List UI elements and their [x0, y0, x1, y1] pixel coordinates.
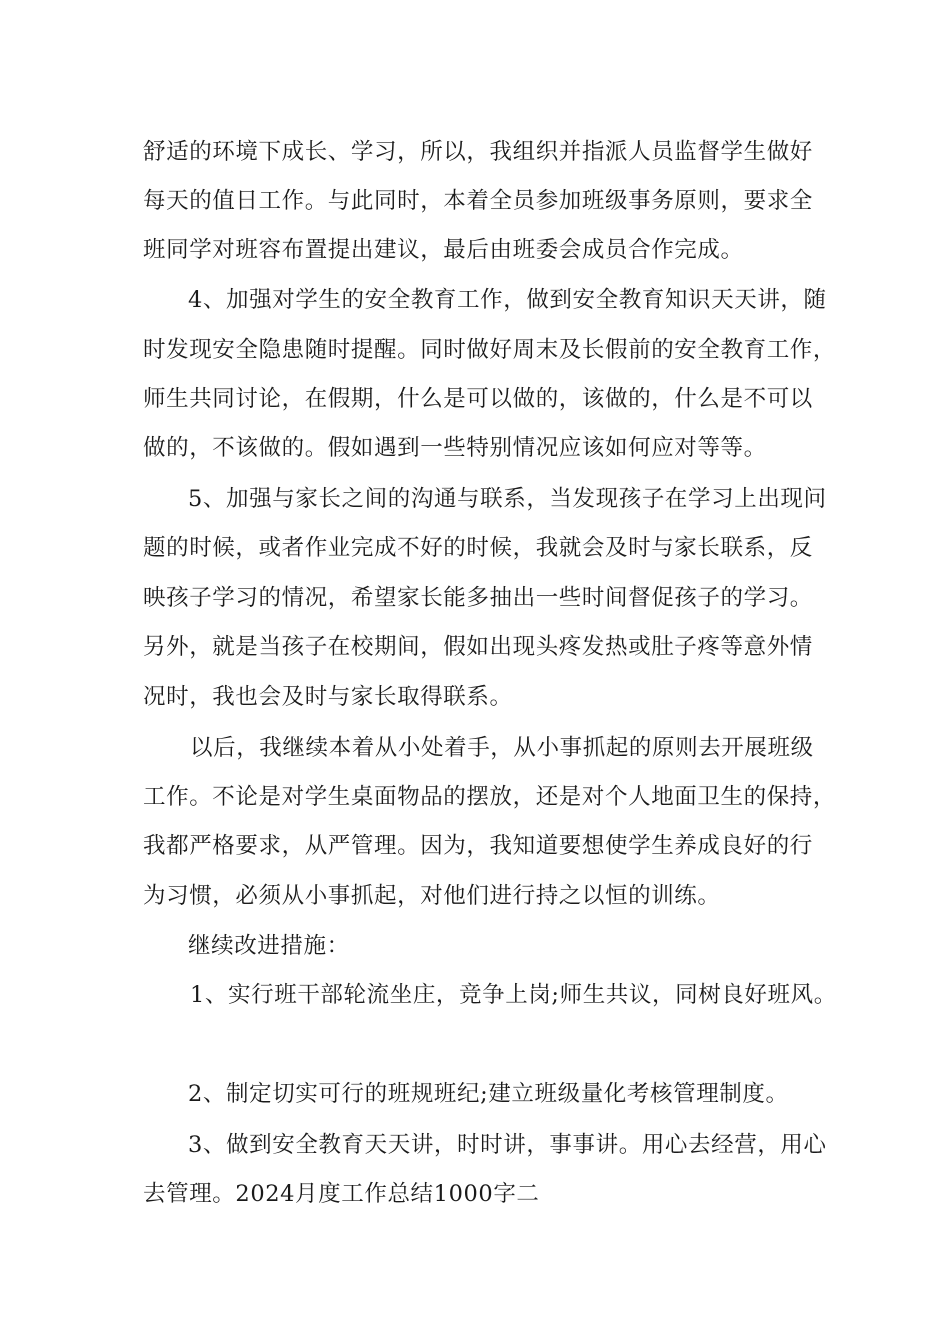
text-line: 另外，就是当孩子在校期间，假如出现头疼发热或肚子疼等意外情 — [143, 634, 813, 660]
text-line: 4、加强对学生的安全教育工作，做到安全教育知识天天讲，随 — [188, 287, 827, 313]
text-line: 5、加强与家长之间的沟通与联系，当发现孩子在学习上出现问 — [188, 486, 827, 512]
section-heading: 继续改进措施： — [188, 933, 350, 959]
text-line: 舒适的环境下成长、学习，所以，我组织并指派人员监督学生做好 — [143, 139, 813, 165]
list-item: 2、制定切实可行的班规班纪;建立班级量化考核管理制度。 — [188, 1081, 789, 1107]
text-line: 师生共同讨论，在假期，什么是可以做的，该做的，什么是不可以 — [143, 386, 813, 412]
text-line: 去管理。2024月度工作总结1000字二 — [143, 1181, 540, 1207]
text-line: 况时，我也会及时与家长取得联系。 — [143, 684, 513, 710]
text-line: 做的，不该做的。假如遇到一些特别情况应该如何应对等等。 — [143, 435, 767, 461]
list-item: 1、实行班干部轮流坐庄，竞争上岗;师生共议，同树良好班风。 — [190, 982, 837, 1008]
text-line: 映孩子学习的情况，希望家长能多抽出一些时间督促孩子的学习。 — [143, 585, 813, 611]
text-line: 我都严格要求，从严管理。因为，我知道要想使学生养成良好的行 — [143, 833, 813, 859]
text-line: 工作。不论是对学生桌面物品的摆放，还是对个人地面卫生的保持， — [143, 784, 837, 810]
text-line: 以后，我继续本着从小处着手，从小事抓起的原则去开展班级 — [190, 735, 814, 761]
text-line: 时发现安全隐患随时提醒。同时做好周末及长假前的安全教育工作， — [143, 337, 837, 363]
text-line: 为习惯，必须从小事抓起，对他们进行持之以恒的训练。 — [143, 883, 721, 909]
text-line: 班同学对班容布置提出建议，最后由班委会成员合作完成。 — [143, 237, 744, 263]
list-item: 3、做到安全教育天天讲，时时讲，事事讲。用心去经营，用心 — [188, 1132, 827, 1158]
text-line: 每天的值日工作。与此同时，本着全员参加班级事务原则，要求全 — [143, 188, 813, 214]
text-line: 题的时候，或者作业完成不好的时候，我就会及时与家长联系，反 — [143, 535, 813, 561]
